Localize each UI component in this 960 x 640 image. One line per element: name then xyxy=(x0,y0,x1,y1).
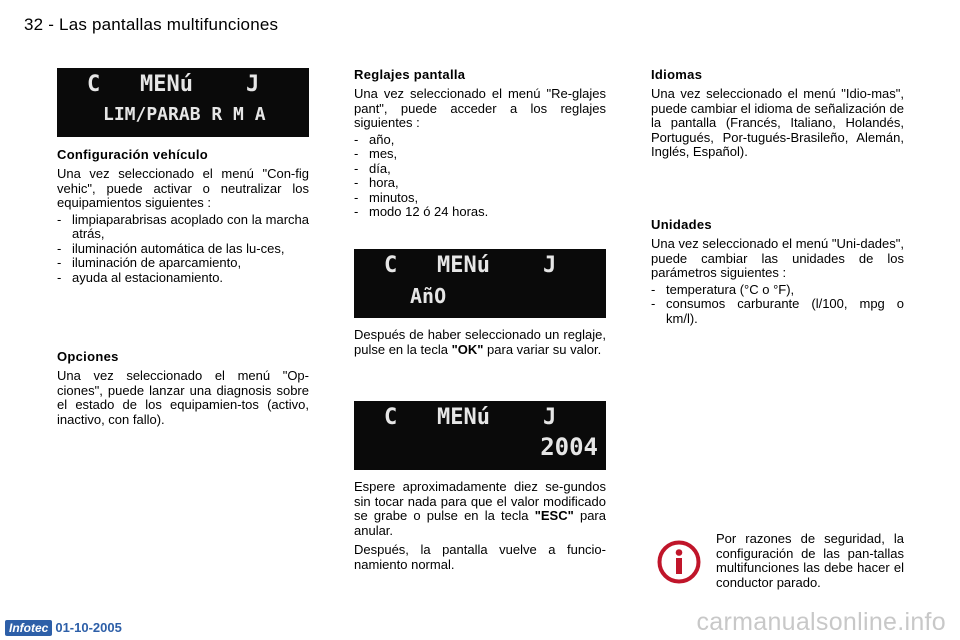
wait-text xyxy=(354,480,606,572)
list-item: - temperatura (°C o °F), xyxy=(651,283,904,298)
info-icon xyxy=(657,540,701,584)
list-item: - hora, xyxy=(354,176,606,191)
units-heading: Unidades xyxy=(651,217,712,232)
footer xyxy=(5,619,122,636)
languages-text: Una vez seleccionado el menú "Idio-mas", puede cambiar el idioma de señalización de la pantalla (Francés, Italiano, Holandés, Portugués, Por-tugués-Brasileño, Alemán, Inglés, Español). xyxy=(651,86,904,159)
display-settings-text: Una vez seleccionado el menú "Re-glajes pant", puede acceder a los reglajes siguientes : xyxy=(354,86,606,130)
config-section xyxy=(57,147,309,285)
page-title: - Las pantallas multifunciones xyxy=(48,15,279,34)
lcd-line-2: LIM/PARAB R M A xyxy=(103,104,266,125)
list-item: - iluminación de aparcamiento, xyxy=(57,256,309,271)
safety-note-text: Por razones de seguridad, la configuración de las pan-tallas multifunciones las debe hacer el conductor parado. xyxy=(716,531,904,590)
print-date: 01-10-2005 xyxy=(55,620,122,635)
lcd-line-1: C MENú J xyxy=(384,253,557,278)
list-item: - minutos, xyxy=(354,191,606,206)
watermark: carmanualsonline.info xyxy=(696,608,946,636)
lcd-line-2: 2004 xyxy=(540,433,598,461)
wait-text-2: para anular. xyxy=(354,508,606,538)
list-item: - año, xyxy=(354,133,606,148)
lcd-display-lim xyxy=(57,68,309,137)
display-settings-section xyxy=(354,67,606,220)
lcd-display-year xyxy=(354,401,606,470)
return-text: Después, la pantalla vuelve a funcio-namiento normal. xyxy=(354,542,606,572)
infotec-logo: Infotec xyxy=(5,620,52,636)
list-item: - iluminación automática de las lu-ces, xyxy=(57,242,309,257)
list-item: - consumos carburante (l/100, mpg o km/l). xyxy=(651,297,904,326)
list-item: - día, xyxy=(354,162,606,177)
wait-text-1: Espere aproximadamente diez se-gundos sin tocar nada para que el valor modificado se grabe o pulse en la tecla xyxy=(354,479,606,523)
lcd-line-1: C MENú J xyxy=(384,405,557,430)
esc-key: "ESC" xyxy=(534,508,574,523)
languages-heading: Idiomas xyxy=(651,67,703,82)
options-heading: Opciones xyxy=(57,349,119,364)
after-text-2: para variar su valor. xyxy=(487,341,602,357)
units-section xyxy=(651,217,904,326)
ok-key: "OK" xyxy=(451,341,484,357)
list-item: - limpiaparabrisas acoplado con la marcha atrás, xyxy=(57,213,309,242)
config-list xyxy=(57,213,309,286)
options-section xyxy=(57,349,309,427)
after-text-1: Después de haber seleccionado un reglaje, pulse en la tecla xyxy=(354,327,606,357)
lcd-display-ano xyxy=(354,249,606,318)
config-text: Una vez seleccionado el menú "Con-fig vehic", puede activar o neutralizar los equipamientos siguientes : xyxy=(57,166,309,210)
page-header xyxy=(24,14,278,36)
options-text: Una vez seleccionado el menú "Op-ciones", puede lanzar una diagnosis sobre el estado de los equipamien-tos (activo, inactivo, con fallo). xyxy=(57,368,309,427)
list-item: - modo 12 ó 24 horas. xyxy=(354,205,606,220)
after-select-text xyxy=(354,328,606,357)
units-list xyxy=(651,283,904,327)
list-item: - ayuda al estacionamiento. xyxy=(57,271,309,286)
lcd-line-2: AñO xyxy=(410,284,447,308)
display-settings-list xyxy=(354,133,606,220)
display-settings-heading: Reglajes pantalla xyxy=(354,67,466,82)
lcd-line-1: C MENú J xyxy=(87,72,260,97)
config-heading: Configuración vehículo xyxy=(57,147,209,162)
languages-section xyxy=(651,67,904,160)
list-item: - mes, xyxy=(354,147,606,162)
page-number: 32 xyxy=(24,15,44,34)
units-text: Una vez seleccionado el menú "Uni-dades", puede cambiar las unidades de los parámetros siguientes : xyxy=(651,236,904,280)
